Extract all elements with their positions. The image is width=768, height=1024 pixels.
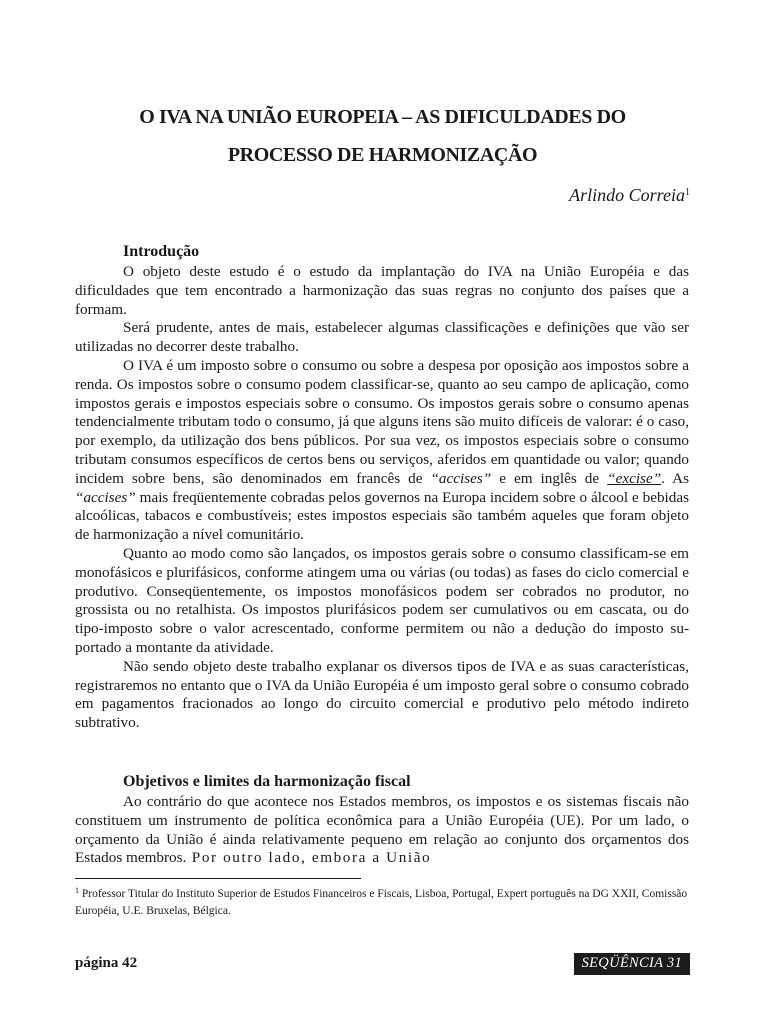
harmonization-paragraph-1 bbox=[75, 793, 689, 868]
title-line-2: PROCESSO DE HARMONIZAÇÃO bbox=[227, 144, 538, 166]
title-line-1: O IVA NA UNIÃO EUROPEIA – AS DIFICULDADES DO bbox=[139, 106, 626, 128]
intro-paragraph-1: O objeto deste estudo é o estudo da implantação do IVA na União Européia e das dificuldades que tem encontrado a harmonização das suas regras no conjunto dos países que a formam. bbox=[75, 263, 689, 318]
footnote-mark: 1 bbox=[75, 886, 79, 895]
intro-paragraph-4: Quanto ao modo como são lançados, os impostos gerais sobre o consumo classificam-se em monofásicos e plurifásicos, conforme atingem uma ou várias (ou todas) as fases do ciclo comercial e produtivo. Conseqüentemente, os impostos monofásicos podem ser cobrados no produtor, no grossista ou no retalhista. Os impostos plurifásicos podem ser cumulativos ou em cascata, ou do tipo-imposto sobre o valor acrescentado, conforme permitem ou não a dedução do imposto su-portado a montante da atividade. bbox=[75, 544, 689, 656]
author-byline bbox=[569, 185, 690, 206]
harmonization-section bbox=[75, 771, 689, 868]
harmonization-heading: Objetivos e limites da harmonização fiscal bbox=[123, 773, 411, 790]
term-excise bbox=[607, 470, 661, 487]
journal-badge: SEQÜÊNCIA 31 bbox=[574, 953, 690, 975]
harmonization-p1-main: Ao contrário do que acontece nos Estados membros, os impostos e os sistemas fiscais não constituem um instrumento de política econômica para a União Européia (UE). Por um lado, o orçamento da União é ainda relativamente pequeno em relação ao conjunto dos orçamentos dos Estados membros. bbox=[75, 793, 689, 867]
introduction-section bbox=[75, 241, 689, 733]
intro-paragraph-2: Será prudente, antes de mais, estabelecer algumas classificações e definições que vão ser utilizadas no decorrer deste trabalho. bbox=[75, 319, 689, 356]
intro-p3-text-3: . As bbox=[661, 469, 689, 487]
page-number: página 42 bbox=[75, 955, 138, 971]
author-footnote-mark: 1 bbox=[685, 187, 690, 198]
footnote-divider bbox=[75, 878, 361, 879]
term-accises-2: “accises” bbox=[75, 488, 136, 506]
author-name: Arlindo Correia bbox=[569, 185, 685, 205]
intro-paragraph-3 bbox=[75, 357, 689, 545]
footnote bbox=[75, 882, 689, 920]
term-excise-underlined: “excise” bbox=[607, 469, 662, 487]
intro-p3-text-4: mais freqüentemente cobradas pelos governos na Europa incidem sobre o álcool e bebidas alcoólicas, tabacos e combustíveis; estes impostos especiais são também aqueles que foram objeto de harmonização a nível comunitário. bbox=[75, 488, 689, 544]
intro-p3-text-1: O IVA é um imposto sobre o consumo ou sobre a despesa por oposição aos impostos sobre a renda. Os impostos sobre o consumo podem classificar-se, quanto ao seu campo de aplicação, como impostos gerais e impostos especiais sobre o consumo. Os impostos gerais sobre o consumo apenas tendencialmente tributam todo o consumo, já que alguns itens são muito difíceis de valorar: é o caso, por exemplo, da utilização dos bens públicos. Por sua vez, os impostos especiais sobre o consumo tributam consumos específicos de certos bens ou serviços, aferidos em quantidade ou valor; quando incidem sobre bens, são denominados em francês de bbox=[75, 356, 689, 487]
intro-paragraph-5: Não sendo objeto deste trabalho explanar os diversos tipos de IVA e as suas características, registraremos no entanto que o IVA da União Européia é um imposto geral sobre o consumo cobrado em pagamentos fracionados ao longo do circuito comercial e produtivo pelo método indireto subtrativo. bbox=[75, 657, 689, 732]
term-accises-1: “accises” bbox=[430, 469, 492, 487]
introduction-heading: Introdução bbox=[123, 243, 200, 260]
intro-p3-text-2: e em inglês de bbox=[491, 469, 608, 487]
footnote-text: Professor Titular do Instituto Superior de Estudos Financeiros e Fiscais, Lisboa, Portugal, Expert português na DG XXII, Comissão Européia, U.E. Bruxelas, Bélgica. bbox=[75, 888, 688, 917]
article-title bbox=[75, 98, 690, 174]
harmonization-p1-tail: Por outro lado, embora a União bbox=[186, 849, 432, 867]
